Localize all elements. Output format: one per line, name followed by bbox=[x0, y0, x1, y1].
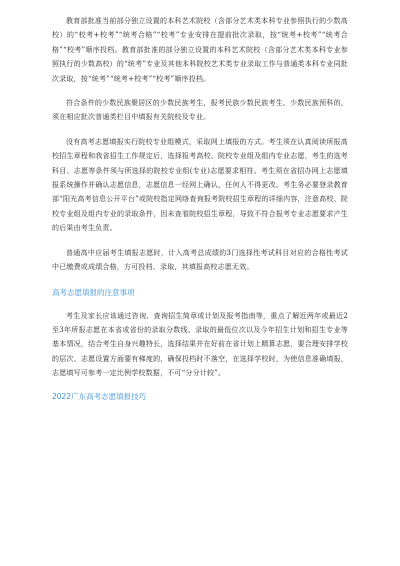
section-heading-tips: 2022广东高考志愿填报技巧 bbox=[52, 391, 147, 401]
paragraph-application-mode: 没有高考志愿填报实行院校专业组模式，采取网上填报的方式。考生须在认真阅读所报高校招生章程和我省招生工作规定后，选择报考高校、院校专业组及组内专业志愿，考生的选考科目、志愿等条件须与所选择的院校专业组(专业)志愿要求相符。考生须在省招办网上志愿填报系统操作并确认志愿信息，志愿信息一经网上确认，任何人不得更改。考生务必要登录教育部“阳光高考信息公开平台”或院校指定网络查询报考院校招生章程的详细内容，注意高校、院校专业组及组内专业的录取条件，因未查看院校招生章程，导致不符合报考专业志愿要求产生的后果由考生负责。 bbox=[52, 137, 348, 233]
section-heading-precautions: 高考志愿填报的注意事项 bbox=[52, 287, 135, 297]
paragraph-precautions: 考生及家长应该通过咨询、查询招生简章或计划及报考指南等，重点了解近两年或最近2至3年所报志愿在本省或省份的录取分数线、录取的最低位次以及今年招生计划和招生专业等基本情况，结合考生自身兴趣特长，选择结果并在好前在省计划上精算志愿，要合理安排学校的层次、志愿设置方面要有梯度的，确保投档时不落空，在选择学校时，为使信息准确填报，志愿填写可参考一定比例学校数据，不可“分分计较”。 bbox=[52, 311, 348, 378]
paragraph-ethnic-minority: 符合条件的少数民族聚居区的少数民族考生，报考民族少数民族考生、少数民族预科的，须在相应批次普通类栏目中填报有关院校及专业。 bbox=[52, 99, 348, 122]
paragraph-art-admission: 教育部批准当前部分独立设置的本科艺术院校（含部分艺术类本科专业参照执行的少数高校）的“校考+校考”“统考合格”“校考”专业安排在提前批次录取，按“统考+校考”“统考合格”“校考”顺序投档。教育部批准的部分独立设置的本科艺术院校（含部分艺术类本科专业参照执行的少数高校）的“统考”专业及其他本科院校艺术类专业录取工作与普通类本科专业同批次录取，按“统考”“统考+校考”“校考”顺序投档。 bbox=[52, 17, 348, 83]
paragraph-graduate-requirement: 普通高中应届考生填报志愿时，计入高考总成绩的3门选择性考试科目对应的合格性考试中已缴费或成绩合格，方可投档、录取，其填报高校志愿无效。 bbox=[52, 248, 348, 272]
